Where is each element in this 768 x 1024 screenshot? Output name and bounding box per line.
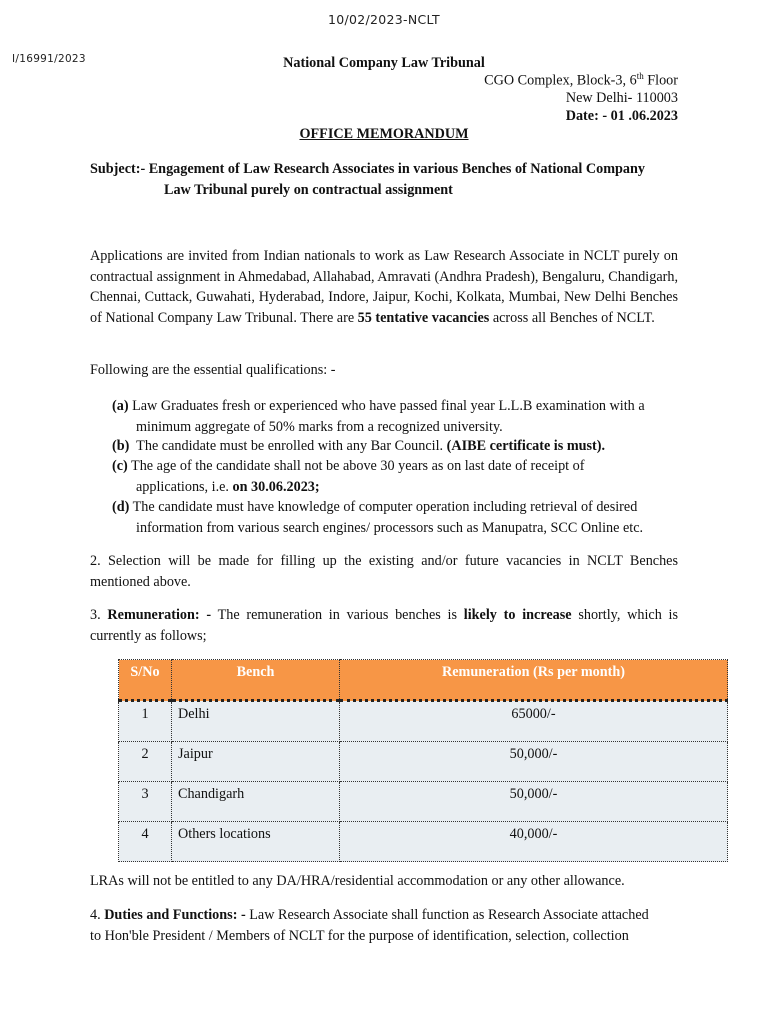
header-bench: Bench [172,660,340,701]
row-amount: 65000/- [340,701,728,742]
header-remuneration: Remuneration (Rs per month) [340,660,728,701]
subject-line-1: Subject:- Engagement of Law Research Associates in various Benches of National Company [90,161,646,177]
row-bench: Chandigarh [172,782,340,822]
row-bench: Delhi [172,701,340,742]
subject [90,159,678,200]
file-stamp: 10/02/2023-NCLT [327,12,440,27]
vacancies-count: 55 tentative vacancies [357,309,490,326]
row-amount: 50,000/- [340,782,728,822]
row-bench: Jaipur [172,742,340,782]
qualification-b: (b) The candidate must be enrolled with any Bar Council. (AIBE certificate is must). [112,438,606,454]
allowance-note: LRAs will not be entitled to any DA/HRA/residential accommodation or any other allowance. [90,873,625,889]
row-amount: 40,000/- [340,822,728,862]
memo-title: OFFICE MEMORANDUM [299,126,469,142]
table-row [119,822,728,862]
qualification-c: (c) The age of the candidate shall not be above 30 years as on last date of receipt of applications, i.e. on 30.06.2023; [112,458,585,495]
remuneration-table [118,659,728,862]
table-row [119,782,728,822]
address-line-1: CGO Complex, Block-3, 6th Floor [484,71,678,89]
remuneration-paragraph: 3. Remuneration: - The remuneration in various benches is likely to increase shortly, which is currently as follows; [90,607,679,644]
row-sno: 4 [119,822,172,862]
header-sno: S/No [119,660,172,701]
row-amount: 50,000/- [340,742,728,782]
duties-paragraph: 4. Duties and Functions: - Law Research Associate shall function as Research Associate attached to Hon'ble President / Members of NCLT for the purpose of identification, selection, collection [90,907,649,944]
row-sno: 2 [119,742,172,782]
table-header-row [119,660,728,701]
subject-line-2: Law Tribunal purely on contractual assignment [164,181,453,198]
row-sno: 1 [119,701,172,742]
row-sno: 3 [119,782,172,822]
file-number: I/16991/2023 [12,53,86,65]
address-line-2: New Delhi- 110003 [565,90,678,106]
intro-paragraph: Applications are invited from Indian nationals to work as Law Research Associate in NCLT purely on contractual assignment in Ahmedabad, Allahabad, Amravati (Andhra Pradesh), Bengaluru, Chandigarh, Chennai, Cuttack, Guwahati, Hyderabad, Indore, Jaipur, Kochi, Kolkata, Mumbai, New Delhi Benches of National Company Law Tribunal. There are 55 tentative vacancies across all Benches of NCLT. [90,248,678,326]
row-bench: Others locations [172,822,340,862]
table-row [119,701,728,742]
selection-paragraph: 2. Selection will be made for filling up the existing and/or future vacancies in NCLT Benches mentioned above. [90,553,678,590]
qualification-a: (a) Law Graduates fresh or experienced who have passed final year L.L.B examination with a minimum aggregate of 50% marks from a recognized university. [112,398,645,435]
qualification-d: (d) The candidate must have knowledge of computer operation including retrieval of desired information from various search engines/ processors such as Manupatra, SCC Online etc. [112,499,644,536]
table-row [119,742,728,782]
org-name: National Company Law Tribunal [283,55,485,71]
qualifications-intro: Following are the essential qualifications: - [90,362,336,378]
memo-date: Date: - 01 .06.2023 [565,108,678,124]
